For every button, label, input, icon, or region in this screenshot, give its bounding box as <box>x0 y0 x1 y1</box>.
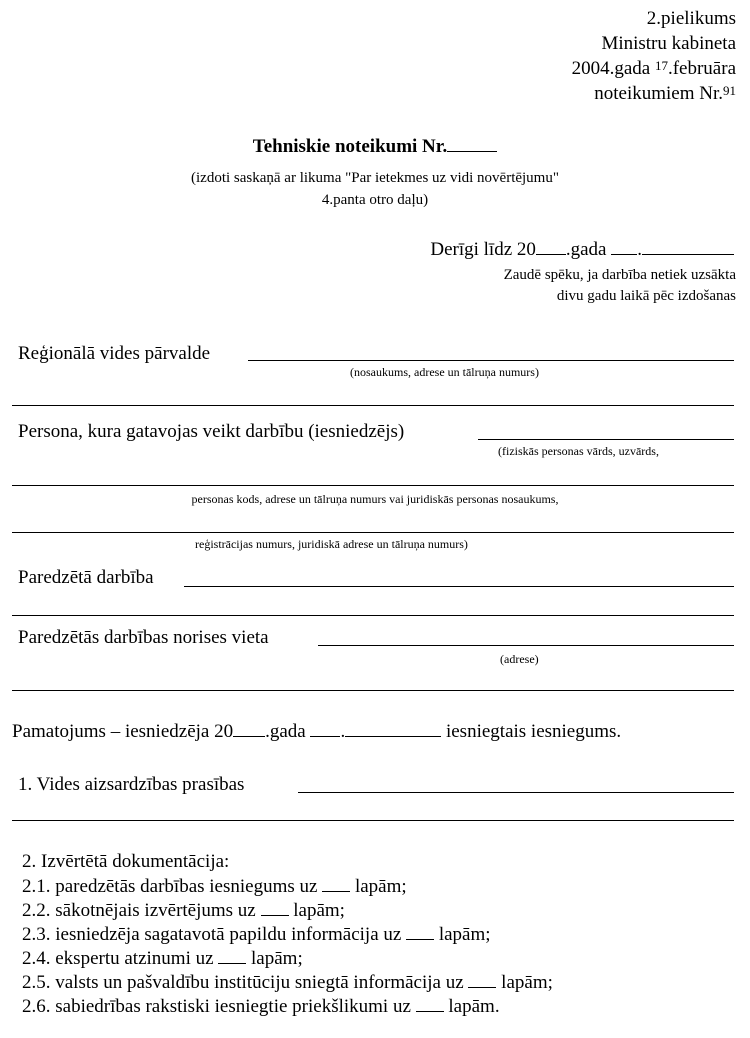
title-subtitle-line1: (izdoti saskaņā ar likuma "Par ietekmes uz vidi novērtējumu" <box>191 170 559 186</box>
title-subtitle-line2: 4.panta otro daļu) <box>321 192 429 208</box>
documentation-item-2-1: 2.1. paredzētās darbības iesniegums uz lapām; <box>22 876 407 897</box>
location-field[interactable] <box>318 645 734 646</box>
applicant-field-3[interactable] <box>12 532 734 533</box>
validity-note-line2: divu gadu laikā pēc izdošanas <box>556 288 736 304</box>
page-count-field[interactable] <box>218 947 246 964</box>
page-count-field[interactable] <box>261 899 289 916</box>
basis-day-field[interactable] <box>310 720 340 737</box>
regulation-number: noteikumiem Nr.$^{91}$ <box>594 83 736 104</box>
validity-note-line1: Zaudē spēku, ja darbība netiek uzsākta <box>503 267 736 283</box>
location-label: Paredzētās darbības norises vieta <box>18 627 269 648</box>
validity-day-field[interactable] <box>611 238 637 255</box>
applicant-caption-2: personas kods, adrese un tālruņa numurs vai juridiskās personas nosaukums, <box>191 492 559 506</box>
documentation-item-2-5: 2.5. valsts un pašvaldību institūciju sniegtā informācija uz lapām; <box>22 972 553 993</box>
documentation-item-2-2: 2.2. sākotnējais izvērtējums uz lapām; <box>22 900 345 921</box>
applicant-label: Persona, kura gatavojas veikt darbību (iesniedzējs) <box>18 421 405 442</box>
applicant-caption-3: reģistrācijas numurs, juridiskā adrese un tālruņa numurs) <box>195 537 468 551</box>
validity-month-field[interactable] <box>642 238 734 255</box>
requirements-field[interactable] <box>298 792 734 793</box>
annex-label: 2.pielikums <box>646 8 736 29</box>
basis-line: Pamatojums – iesniedzēja 20 .gada . iesniegtais iesniegums. <box>12 721 622 742</box>
requirements-label: 1. Vides aizsardzības prasības <box>18 774 245 795</box>
documentation-item-2-3: 2.3. iesniedzēja sagatavotā papildu informācija uz lapām; <box>22 924 491 945</box>
activity-field[interactable] <box>184 586 734 587</box>
location-caption: (adrese) <box>500 652 539 666</box>
validity-line: Derīgi līdz 20 .gada . <box>430 238 734 261</box>
activity-field-2[interactable] <box>12 615 734 616</box>
documentation-item-2-6: 2.6. sabiedrības rakstiski iesniegtie priekšlikumi uz lapām. <box>22 996 500 1017</box>
regional-board-caption: (nosaukums, adrese un tālruņa numurs) <box>350 365 539 379</box>
regional-board-field[interactable] <box>248 360 734 361</box>
regional-board-field-2[interactable] <box>12 405 734 406</box>
activity-label: Paredzētā darbība <box>18 567 154 588</box>
documentation-item-2-4: 2.4. ekspertu atzinumi uz lapām; <box>22 948 303 969</box>
applicant-field[interactable] <box>478 439 734 440</box>
page-count-field[interactable] <box>322 875 350 892</box>
page-count-field[interactable] <box>468 971 496 988</box>
regulation-date: 2004.gada $^{17}$.februāra <box>571 58 736 79</box>
basis-month-field[interactable] <box>345 720 441 737</box>
page-count-field[interactable] <box>406 923 434 940</box>
validity-year-field[interactable] <box>536 238 566 255</box>
basis-year-field[interactable] <box>233 720 265 737</box>
location-field-2[interactable] <box>12 690 734 691</box>
page-title: Tehniskie noteikumi Nr. <box>0 135 750 158</box>
applicant-caption-1: (fiziskās personas vārds, uzvārds, <box>498 444 659 458</box>
requirements-field-2[interactable] <box>12 820 734 821</box>
regional-board-label: Reģionālā vides pārvalde <box>18 343 211 364</box>
documentation-heading: 2. Izvērtētā dokumentācija: <box>22 851 230 872</box>
page-count-field[interactable] <box>416 995 444 1012</box>
issuer-label: Ministru kabineta <box>601 33 736 54</box>
applicant-field-2[interactable] <box>12 485 734 486</box>
